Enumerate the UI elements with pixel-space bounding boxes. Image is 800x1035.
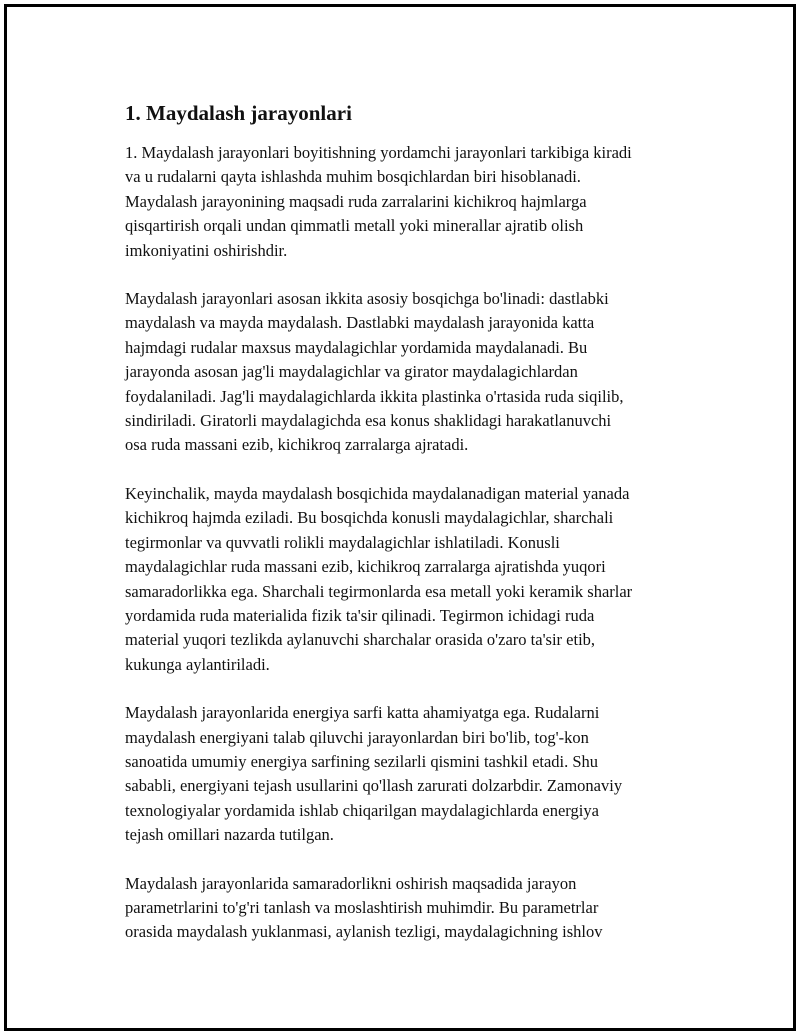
paragraph-line: osa ruda massani ezib, kichikroq zarralarga ajratadi. [125,435,469,455]
paragraph-2 [125,287,705,458]
paragraph-line: maydalash energiyani talab qiluvchi jarayonlardan biri bo'lib, tog'-kon [125,727,589,747]
paragraph-line: Keyinchalik, mayda maydalash bosqichida maydalanadigan material yanada [125,483,630,503]
paragraph-line: Maydalash jarayonlarida energiya sarfi katta ahamiyatga ega. Rudalarni [125,703,600,723]
paragraph-4 [125,701,705,847]
paragraph-line: jarayonda asosan jag'li maydalagichlar va girator maydalagichlardan [125,362,578,382]
document-heading: 1. Maydalash jarayonlari [125,101,352,125]
paragraph-list [125,141,705,945]
paragraph-line: parametrlarini to'g'ri tanlash va moslashtirish muhimdir. Bu parametrlar [125,897,599,917]
paragraph-line: va u rudalarni qayta ishlashda muhim bosqichlardan biri hisoblanadi. [125,167,581,187]
page-frame [4,4,796,1031]
paragraph-line: qisqartirish orqali undan qimmatli metall yoki minerallar ajratib olish [125,216,584,236]
paragraph-line: sanoatida umumiy energiya sarfining sezilarli qismini tashkil etadi. Shu [125,751,599,771]
paragraph-line: kichikroq hajmda eziladi. Bu bosqichda konusli maydalagichlar, sharchali [125,508,614,528]
paragraph-line: samaradorlikka ega. Sharchali tegirmonlarda esa metall yoki keramik sharlar [125,581,633,601]
paragraph-line: kukunga aylantiriladi. [125,654,270,674]
paragraph-line: texnologiyalar yordamida ishlab chiqarilgan maydalagichlarda energiya [125,800,599,820]
document-body [125,99,705,969]
paragraph-line: orasida maydalash yuklanmasi, aylanish tezligi, maydalagichning ishlov [125,922,603,942]
paragraph-line: material yuqori tezlikda aylanuvchi sharchalar orasida o'zaro ta'sir etib, [125,630,596,650]
paragraph-line: maydalash va mayda maydalash. Dastlabki maydalash jarayonida katta [125,313,595,333]
paragraph-line: Maydalash jarayonining maqsadi ruda zarralarini kichikroq hajmlarga [125,191,587,211]
paragraph-line: tejash omillari nazarda tutilgan. [125,825,334,845]
paragraph-line: 1. Maydalash jarayonlari boyitishning yordamchi jarayonlari tarkibiga kiradi [125,143,632,162]
paragraph-line: hajmdagi rudalar maxsus maydalagichlar yordamida maydalanadi. Bu [125,337,588,357]
paragraph-line: imkoniyatini oshirishdir. [125,240,288,260]
paragraph-1 [125,141,705,263]
paragraph-line: Maydalash jarayonlari asosan ikkita asosiy bosqichga bo'linadi: dastlabki [125,289,609,309]
paragraph-line: yordamida ruda materialida fizik ta'sir qilinadi. Tegirmon ichidagi ruda [125,605,595,625]
paragraph-3 [125,482,705,677]
paragraph-5 [125,872,705,945]
paragraph-line: maydalagichlar ruda massani ezib, kichikroq zarralarga ajratishda yuqori [125,557,606,577]
paragraph-line: sindiriladi. Giratorli maydalagichda esa konus shaklidagi harakatlanuvchi [125,411,612,431]
paragraph-line: Maydalash jarayonlarida samaradorlikni oshirish maqsadida jarayon [125,873,577,893]
paragraph-line: foydalaniladi. Jag'li maydalagichlarda ikkita plastinka o'rtasida ruda siqilib, [125,386,624,406]
paragraph-line: tegirmonlar va quvvatli rolikli maydalagichlar ishlatiladi. Konusli [125,532,560,552]
paragraph-line: sababli, energiyani tejash usullarini qo'llash zarurati dolzarbdir. Zamonaviy [125,776,623,796]
